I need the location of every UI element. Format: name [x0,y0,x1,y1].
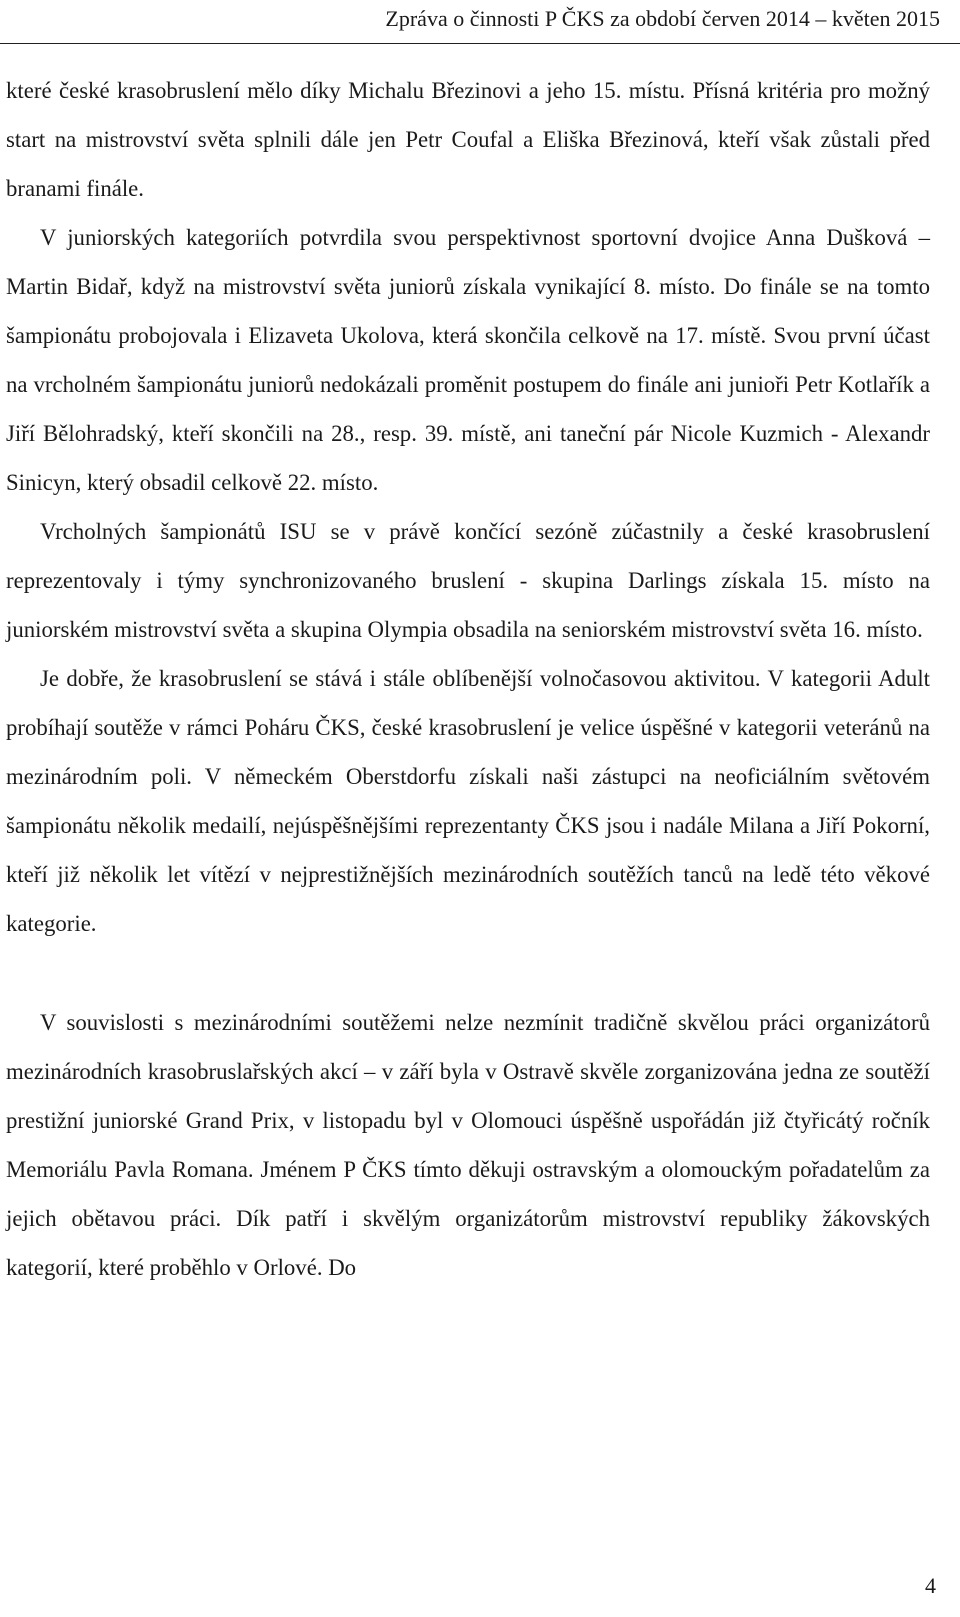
paragraph: které české krasobruslení mělo díky Michalu Březinovi a jeho 15. místu. Přísná kritéria pro možný start na mistrovství světa splnili dále jen Petr Coufal a Eliška Březinová, kteří však zůstali před branami finále. [6,78,930,201]
paragraph: Vrcholných šampionátů ISU se v právě končící sezóně zúčastnily a české krasobruslení reprezentovaly i týmy synchronizovaného bruslení - skupina Darlings získala 15. místo na juniorském mistrovství světa a skupina Olympia obsadila na seniorském mistrovství světa 16. místo. [6,519,930,642]
paragraph: V juniorských kategoriích potvrdila svou perspektivnost sportovní dvojice Anna Dušková – Martin Bidař, když na mistrovství světa juniorů získala vynikající 8. místo. Do finále se na tomto šampionátu probojovala i Elizaveta Ukolova, která skončila celkově na 17. místě. Svou první účast na vrcholném šampionátu juniorů nedokázali proměnit postupem do finále ani junioři Petr Kotlařík a Jiří Bělohradský, kteří skončili na 28., resp. 39. místě, ani taneční pár Nicole Kuzmich - Alexandr Sinicyn, který obsadil celkově 22. místo. [6,225,930,495]
paragraph: Je dobře, že krasobruslení se stává i stále oblíbenější volnočasovou aktivitou. V kategorii Adult probíhají soutěže v rámci Poháru ČKS, české krasobruslení je velice úspěšné v kategorii veteránů na mezinárodním poli. V německém Oberstdorfu získali naši zástupci na neoficiálním světovém šampionátu několik medailí, nejúspěšnějšími reprezentanty ČKS jsou i nadále Milana a Jiří Pokorní, kteří již několik let vítězí v nejprestižnějších mezinárodních soutěžích tanců na ledě této věkové kategorie. [6,666,930,936]
paragraph: V souvislosti s mezinárodními soutěžemi nelze nezmínit tradičně skvělou práci organizátorů mezinárodních krasobruslařských akcí – v září byla v Ostravě skvěle zorganizována jedna ze soutěží prestižní juniorské Grand Prix, v listopadu byl v Olomouci úspěšně uspořádán již čtyřicátý ročník Memoriálu Pavla Romana. Jménem P ČKS tímto děkuji ostravským a olomouckým pořadatelům za jejich obětavou práci. Dík patří i skvělým organizátorům mistrovství republiky žákovských kategorií, které proběhlo v Orlové. Do [6,1010,930,1280]
running-header: Zpráva o činnosti P ČKS za období červen 2014 – květen 2015 [385,6,940,31]
page-number: 4 [925,1573,936,1598]
document-body [6,66,930,1292]
header-divider [0,43,960,44]
